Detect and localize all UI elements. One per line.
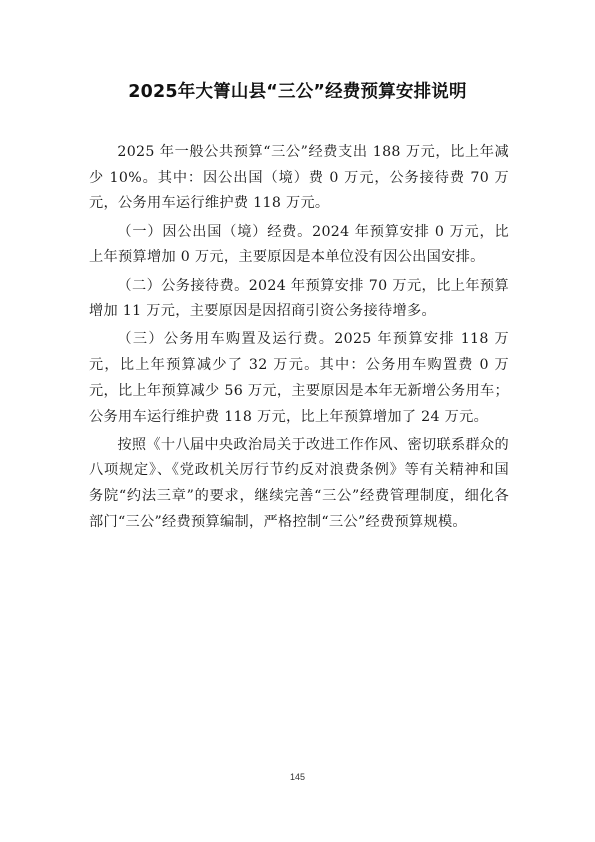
document-title: 2025年大箐山县“三公”经费预算安排说明: [128, 82, 467, 102]
paragraph-overseas-travel: （一）因公出国（境）经费。2024 年预算安排 0 万元，比上年预算增加 0 万元，主要原因是本单位没有因公出国安排。: [89, 223, 509, 266]
paragraph-regulations: 按照《十八届中央政治局关于改进工作作风、密切联系群众的八项规定》、《党政机关厉行节约反对浪费条例》等有关精神和国务院“约法三章”的要求，继续完善“三公”经费管理制度，细化各部门“三公”经费预算编制，严格控制“三公”经费预算规模。: [89, 436, 509, 530]
paragraph-official-reception: （二）公务接待费。2024 年预算安排 70 万元，比上年预算增加 11 万元，主要原因是因招商引资公务接待增多。: [89, 277, 509, 320]
document-body: [89, 140, 509, 538]
paragraph-official-vehicles: （三）公务用车购置及运行费。2025 年预算安排 118 万元，比上年预算减少了 32 万元。其中：公务用车购置费 0 万元，比上年预算减少 56 万元，主要原因是本年无新增公务用车；公务用车运行维护费 118 万元，比上年预算增加了 24 万元。: [89, 331, 509, 425]
paragraph-summary: 2025 年一般公共预算“三公”经费支出 188 万元，比上年减少 10%。其中：因公出国（境）费 0 万元，公务接待费 70 万元，公务用车运行维护费 118 万元。: [89, 144, 509, 212]
page-number: 145: [289, 772, 306, 782]
